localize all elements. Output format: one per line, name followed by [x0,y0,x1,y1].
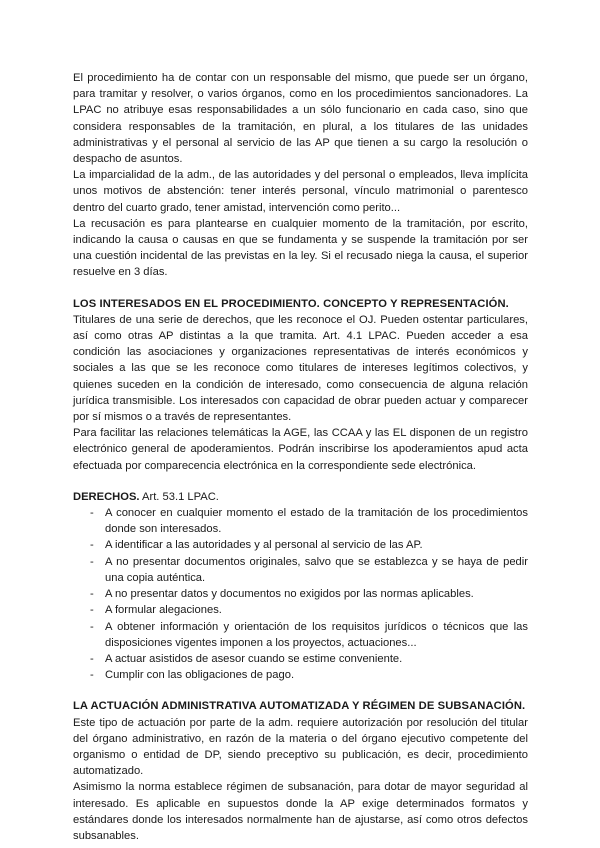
derechos-section [73,489,528,683]
list-item-text: Cumplir con las obligaciones de pago. [105,669,295,682]
list-item-text: A actuar asistidos de asesor cuando se estime conveniente. [105,652,403,665]
rights-list [73,505,528,683]
intro-section [73,70,528,281]
dash-bullet: - [90,620,94,633]
list-item-text: A identificar a las autoridades y al personal al servicio de las AP. [105,539,423,552]
paragraph: La recusación es para plantearse en cualquier momento de la tramitación, por escrito, indicando la causa o causas en que se fundamenta y se suspende la tramitación por ser una cuestión incidental de las previstas en la ley. Si el recusado niega la causa, el superior resuelve en 3 días. [73,217,528,279]
list-item-text: A conocer en cualquier momento el estado de la tramitación de los procedimientos donde son interesados. [105,507,528,536]
article-reference: Art. 53.1 LPAC. [139,490,219,503]
dash-bullet: - [90,652,94,665]
section-heading: DERECHOS. [73,490,140,503]
actuacion-section [73,698,528,844]
section-heading-line [73,489,528,505]
list-item [73,619,528,651]
dash-bullet: - [90,669,94,682]
dash-bullet: - [90,507,94,520]
paragraph: Titulares de una serie de derechos, que les reconoce el OJ. Pueden ostentar particulares, así como otras AP distintas a la que tramita. Art. 4.1 LPAC. Pueden acceder a esa condición las asociaciones y organizaciones representativas de interés económicos y sociales a las que se les reconoce como titulares de intereses legítimos colectivos, y quienes suceden en la condición de interesado, como consecuencia de alguna relación jurídica transmisible. Los interesados con capacidad de obrar pueden actuar y comparecer por sí mismos o a través de representantes. [73,313,528,424]
paragraph: Para facilitar las relaciones telemáticas la AGE, las CCAA y las EL disponen de un registro electrónico general de apoderamientos. Podrán inscribirse los apoderamientos apud acta efectuada por comparecencia electrónica en la correspondiente sede electrónica. [73,427,528,472]
paragraph: Este tipo de actuación por parte de la adm. requiere autorización por resolución del titular del órgano administrativo, en razón de la materia o del órgano ejecutivo competente del organismo o entidad de DP, siendo preceptivo su publicación, es decir, procedimiento automatizado. [73,716,528,778]
list-item [73,586,528,602]
list-item [73,537,528,553]
list-item-text: A no presentar documentos originales, salvo que se establezca y se haya de pedir una copia auténtica. [105,555,528,584]
list-item-text: A formular alegaciones. [105,604,222,617]
list-item-text: A obtener información y orientación de los requisitos jurídicos o técnicos que las disposiciones vigentes imponen a los proyectos, actuaciones... [105,620,528,649]
list-item-text: A no presentar datos y documentos no exigidos por las normas aplicables. [105,588,474,601]
paragraph: Asimismo la norma establece régimen de subsanación, para dotar de mayor seguridad al interesado. Es aplicable en supuestos donde la AP exige determinados formatos y estándares donde los interesados normalmente han de ajustarse, así como otros defectos subsanables. [73,781,528,842]
dash-bullet: - [90,604,94,617]
section-heading: LOS INTERESADOS EN EL PROCEDIMIENTO. CONCEPTO Y REPRESENTACIÓN. [73,297,509,310]
paragraph: La imparcialidad de la adm., de las autoridades y del personal o empleados, lleva implícita unos motivos de abstención: tener interés personal, vínculo matrimonial o parentesco dentro del cuarto grado, tener amistad, intervención como perito... [73,169,528,214]
interesados-section [73,296,528,474]
list-item [73,505,528,537]
list-item [73,554,528,586]
dash-bullet: - [90,539,94,552]
list-item [73,667,528,683]
section-heading: LA ACTUACIÓN ADMINISTRATIVA AUTOMATIZADA Y RÉGIMEN DE SUBSANACIÓN. [73,700,526,713]
dash-bullet: - [90,588,94,601]
list-item [73,602,528,618]
list-item [73,651,528,667]
dash-bullet: - [90,555,94,568]
paragraph: El procedimiento ha de contar con un responsable del mismo, que puede ser un órgano, para tramitar y resolver, o varios órganos, como en los procedimientos sancionadores. La LPAC no atribuye esas responsabilidades a un sólo funcionario en cada caso, sino que considera responsables de la tramitación, en plural, a los titulares de las unidades administrativas y el personal al servicio de las AP que tienen a su cargo la resolución o despacho de asuntos. [73,72,528,166]
